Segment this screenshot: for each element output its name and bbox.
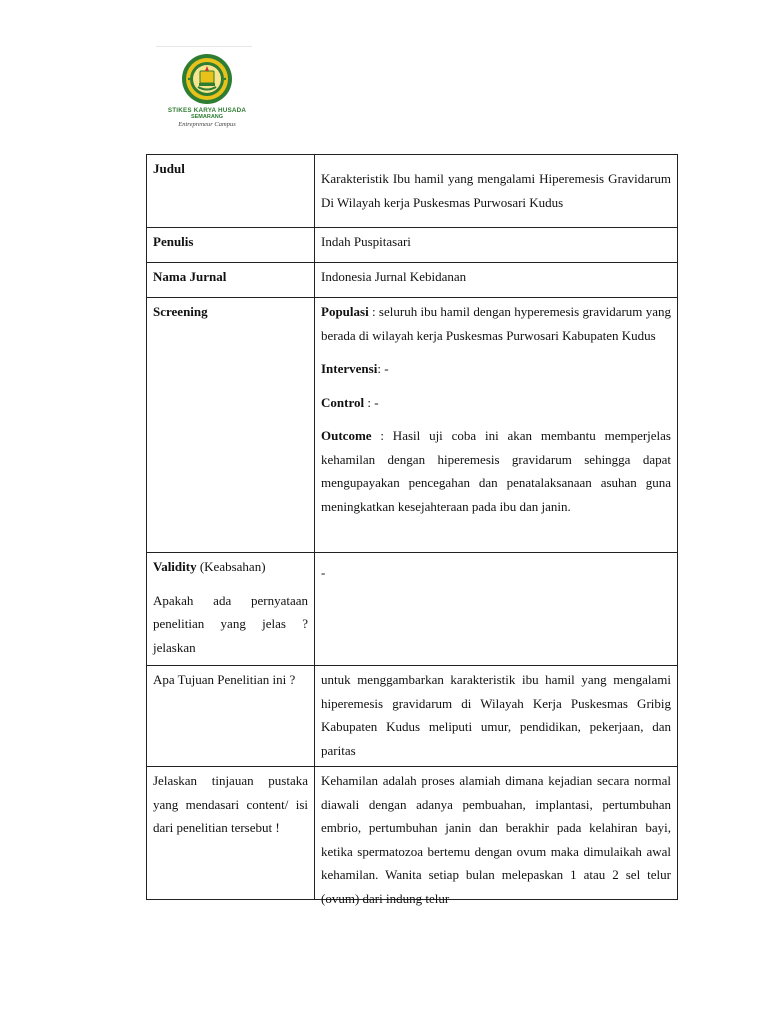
- tujuan-value-cell: [315, 666, 678, 767]
- nama-jurnal-label-cell: [147, 263, 315, 298]
- logo-name-line2: SEMARANG: [190, 114, 224, 120]
- penulis-value-cell: [315, 228, 678, 263]
- logo-name-line1: STIKES KARYA HUSADA: [167, 107, 247, 114]
- tujuan-value: untuk menggambarkan karakteristik ibu hamil yang mengalami hiperemesis gravidarum di Wilayah Kerja Puskesmas Gribig Kabupaten Kudus meliputi umur, pendidikan, pekerjaan, dan paritas: [321, 672, 671, 758]
- institution-logo: [160, 52, 254, 132]
- tinjauan-value-cell: [315, 767, 678, 906]
- penulis-value: Indah Puspitasari: [321, 234, 411, 249]
- header-rule: [156, 46, 252, 47]
- populasi-label: Populasi: [321, 304, 369, 319]
- screening-value-cell: [315, 298, 678, 553]
- judul-value: Karakteristik Ibu hamil yang mengalami Hiperemesis Gravidarum Di Wilayah kerja Puskesmas Purwosari Kudus: [321, 171, 671, 210]
- nama-jurnal-value-cell: [315, 263, 678, 298]
- tinjauan-value: Kehamilan adalah proses alamiah dimana kejadian secara normal diawali dengan adanya pembuahan, implantasi, pertumbuhan embrio, pertumbuhan janin dan berakhir pada kelahiran bayi, ketika spermatozoa bertemu dengan ovum maka dimulaikah awal kehamilan. Wanita setiap bulan melepaskan 1 atau 2 sel telur (ovum) dari indung telur: [321, 773, 671, 906]
- screening-outcome: [321, 424, 671, 518]
- validity-label-cell: [147, 553, 315, 666]
- tujuan-label: Apa Tujuan Penelitian ini ?: [153, 672, 296, 687]
- table-row-tujuan: [147, 666, 678, 767]
- logo-tagline: Entrepreneur Campus: [178, 121, 236, 128]
- intervensi-text: : -: [377, 361, 389, 376]
- nama-jurnal-label: Nama Jurnal: [153, 269, 227, 284]
- validity-heading: [153, 555, 308, 579]
- validity-value-cell: [315, 553, 678, 666]
- judul-label: Judul: [153, 161, 185, 176]
- screening-label: Screening: [153, 304, 208, 319]
- outcome-text: : Hasil uji coba ini akan membantu memperjelas kehamilan dengan hiperemesis gravidarum sehingga dapat mengupayakan pencegahan dan penatalaksanaan asuhan guna meningkatkan kesejahteraan pada ibu dan janin.: [321, 428, 671, 514]
- table-row-penulis: [147, 228, 678, 263]
- table-row-judul: [147, 155, 678, 228]
- nama-jurnal-value: Indonesia Jurnal Kebidanan: [321, 269, 467, 284]
- validity-value: -: [321, 565, 326, 580]
- table-row-screening: [147, 298, 678, 553]
- tinjauan-label-cell: [147, 767, 315, 900]
- journal-review-table: [146, 154, 678, 906]
- validity-label-bold: Validity: [153, 559, 197, 574]
- judul-value-cell: [315, 155, 678, 228]
- tinjauan-label: Jelaskan tinjauan pustaka yang mendasari content/ isi dari penelitian tersebut !: [153, 773, 308, 835]
- intervensi-label: Intervensi: [321, 361, 378, 376]
- control-text: : -: [364, 394, 379, 410]
- institution-emblem-icon: [160, 52, 254, 132]
- outcome-label: Outcome: [321, 428, 372, 443]
- validity-question: Apakah ada pernyataan penelitian yang jelas ? jelaskan: [153, 592, 308, 655]
- populasi-text: : seluruh ibu hamil dengan hyperemesis gravidarum yang berada di wilayah kerja Puskesmas Purwosari Kabupaten Kudus: [321, 304, 671, 343]
- screening-populasi: [321, 300, 671, 347]
- screening-intervensi: [321, 357, 671, 381]
- table-row-tinjauan: [147, 767, 678, 900]
- control-label: Control: [321, 394, 365, 410]
- penulis-label-cell: [147, 228, 315, 263]
- screening-label-cell: [147, 298, 315, 553]
- tujuan-label-cell: [147, 666, 315, 767]
- screening-control: [321, 391, 671, 415]
- validity-label-rest: (Keabsahan): [196, 559, 266, 574]
- table-row-nama-jurnal: [147, 263, 678, 298]
- table-row-validity: [147, 553, 678, 666]
- penulis-label: Penulis: [153, 234, 194, 249]
- judul-label-cell: [147, 155, 315, 228]
